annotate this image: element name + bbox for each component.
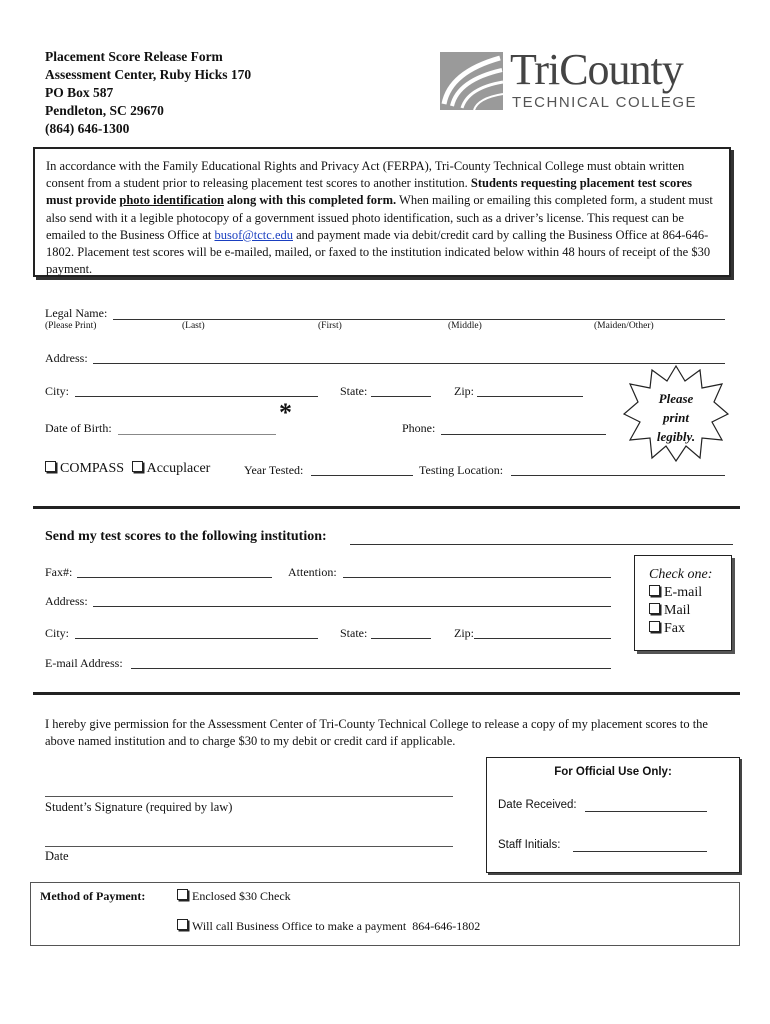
payment-check-label: Enclosed $30 Check xyxy=(192,889,291,903)
inst-state-label: State: xyxy=(340,626,368,640)
section-divider-2 xyxy=(33,692,740,695)
city-field[interactable] xyxy=(75,396,318,397)
testing-location-field[interactable] xyxy=(511,475,725,476)
official-use-title: For Official Use Only: xyxy=(554,766,672,778)
starburst-line-2: print xyxy=(662,410,689,425)
college-logo xyxy=(440,44,730,116)
inst-state-field[interactable] xyxy=(371,638,431,639)
date-received-label: Date Received: xyxy=(498,799,577,811)
legal-name-label: Legal Name: xyxy=(45,306,108,320)
dob-field[interactable] xyxy=(118,434,276,435)
payment-check-option[interactable] xyxy=(177,889,291,904)
city-state-zip: Pendleton, SC 29670 xyxy=(45,103,164,118)
intro-photo-id: photo identification xyxy=(119,193,224,208)
permission-statement: I hereby give permission for the Assessment Center of Tri-County Technical College to release a copy of my placement scores to the above named institution and to charge $30 to my debit or credit card if applicable. xyxy=(45,717,708,748)
dob-label: Date of Birth: xyxy=(45,421,112,435)
accuplacer-option[interactable] xyxy=(132,461,211,476)
intro-text-2: When mailing or emailing this completed form, a student must also send with it a legible photocopy of a government issued photo identification, such as a driver’s license. This request can be emailed to the Business Office at xyxy=(46,193,713,242)
delivery-mail-option[interactable] xyxy=(649,602,731,620)
logo-subtitle: TECHNICAL COLLEGE xyxy=(512,94,697,111)
print-legibly-starburst xyxy=(622,364,730,462)
fax-label: Fax#: xyxy=(45,565,73,579)
phone-label: Phone: xyxy=(402,421,436,435)
accuplacer-label: Accuplacer xyxy=(146,461,211,476)
delivery-mail-label: Mail xyxy=(664,603,691,618)
delivery-email-label: E-mail xyxy=(664,585,703,600)
last-name-label: (Last) xyxy=(182,321,205,331)
inst-address-label: Address: xyxy=(45,594,88,608)
please-print-label: (Please Print) xyxy=(45,321,97,331)
business-office-email-link[interactable]: busof@tctc.edu xyxy=(214,227,293,242)
check-one-title: Check one: xyxy=(649,567,713,582)
staff-initials-field[interactable] xyxy=(573,851,707,852)
year-tested-label: Year Tested: xyxy=(244,463,304,477)
institution-heading: Send my test scores to the following institution: xyxy=(45,529,327,544)
intro-text-1: In accordance with the Family Educational Rights and Privacy Act (FERPA), Tri-County Technical College must obtain written consent from a student prior to releasing placement test scores to another institution. xyxy=(46,159,685,191)
inst-zip-label: Zip: xyxy=(454,626,474,640)
form-header xyxy=(45,48,251,138)
compass-option[interactable] xyxy=(45,461,124,476)
payment-call-label: Will call Business Office to make a payment 864-646-1802 xyxy=(192,919,481,933)
inst-address-field[interactable] xyxy=(93,606,611,607)
maiden-name-label: (Maiden/Other) xyxy=(594,321,654,331)
zip-field[interactable] xyxy=(477,396,583,397)
signature-date-field[interactable] xyxy=(45,846,453,847)
delivery-fax-label: Fax xyxy=(664,621,685,636)
logo-name: TriCounty xyxy=(510,45,683,94)
form-title: Placement Score Release Form xyxy=(45,49,223,64)
city-label: City: xyxy=(45,384,70,398)
ferpa-notice xyxy=(33,147,731,277)
phone-field[interactable] xyxy=(441,434,606,435)
required-asterisk: * xyxy=(279,398,292,427)
delivery-fax-option[interactable] xyxy=(649,620,731,638)
inst-zip-field[interactable] xyxy=(474,638,611,639)
delivery-method-box xyxy=(634,555,732,651)
delivery-mail-checkbox[interactable] xyxy=(649,603,660,614)
legal-name-field[interactable] xyxy=(113,319,725,320)
section-divider-1 xyxy=(33,506,740,509)
institution-name-field[interactable] xyxy=(350,544,733,545)
first-name-label: (First) xyxy=(318,321,342,331)
payment-method-box xyxy=(30,882,740,946)
payment-method-label: Method of Payment: xyxy=(40,889,146,903)
delivery-email-checkbox[interactable] xyxy=(649,585,660,596)
starburst-line-3: legibly. xyxy=(656,429,696,444)
state-label: State: xyxy=(340,384,368,398)
intro-bold-2: along with this completed form. xyxy=(223,193,397,208)
test-type-options xyxy=(45,461,210,477)
accuplacer-checkbox[interactable] xyxy=(132,461,143,472)
compass-checkbox[interactable] xyxy=(45,461,56,472)
inst-city-field[interactable] xyxy=(75,638,318,639)
attention-field[interactable] xyxy=(343,577,611,578)
payment-check-checkbox[interactable] xyxy=(177,889,188,900)
testing-location-label: Testing Location: xyxy=(419,463,504,477)
delivery-fax-checkbox[interactable] xyxy=(649,621,660,632)
staff-initials-label: Staff Initials: xyxy=(498,839,561,851)
fax-field[interactable] xyxy=(77,577,272,578)
po-box: PO Box 587 xyxy=(45,85,114,100)
inst-email-field[interactable] xyxy=(131,668,611,669)
payment-call-checkbox[interactable] xyxy=(177,919,188,930)
student-signature-field[interactable] xyxy=(45,796,453,797)
intro-bold-1: Students requesting placement test scores must provide xyxy=(46,176,692,208)
date-received-field[interactable] xyxy=(585,811,707,812)
phone-number: (864) 646-1300 xyxy=(45,121,130,136)
middle-name-label: (Middle) xyxy=(448,321,482,331)
zip-label: Zip: xyxy=(454,384,474,398)
year-tested-field[interactable] xyxy=(311,475,413,476)
attention-label: Attention: xyxy=(288,565,337,579)
inst-email-label: E-mail Address: xyxy=(45,656,123,670)
starburst-line-1: Please xyxy=(658,391,694,406)
payment-call-option[interactable] xyxy=(177,919,480,934)
inst-city-label: City: xyxy=(45,626,70,640)
address-label: Address: xyxy=(45,351,88,365)
student-signature-label: Student’s Signature (required by law) xyxy=(45,800,233,814)
assessment-center: Assessment Center, Ruby Hicks 170 xyxy=(45,67,252,82)
signature-date-label: Date xyxy=(45,849,69,863)
official-use-box xyxy=(486,757,740,873)
compass-label: COMPASS xyxy=(60,461,125,476)
intro-text-3: and payment made via debit/credit card by calling the Business Office at 864-646-1802. Placement test scores will be e-mailed, mailed, or faxed to the institution indicated below within 48 hours of receipt of the $30 payment. xyxy=(46,227,711,277)
state-field[interactable] xyxy=(371,396,431,397)
delivery-email-option[interactable] xyxy=(649,584,731,602)
